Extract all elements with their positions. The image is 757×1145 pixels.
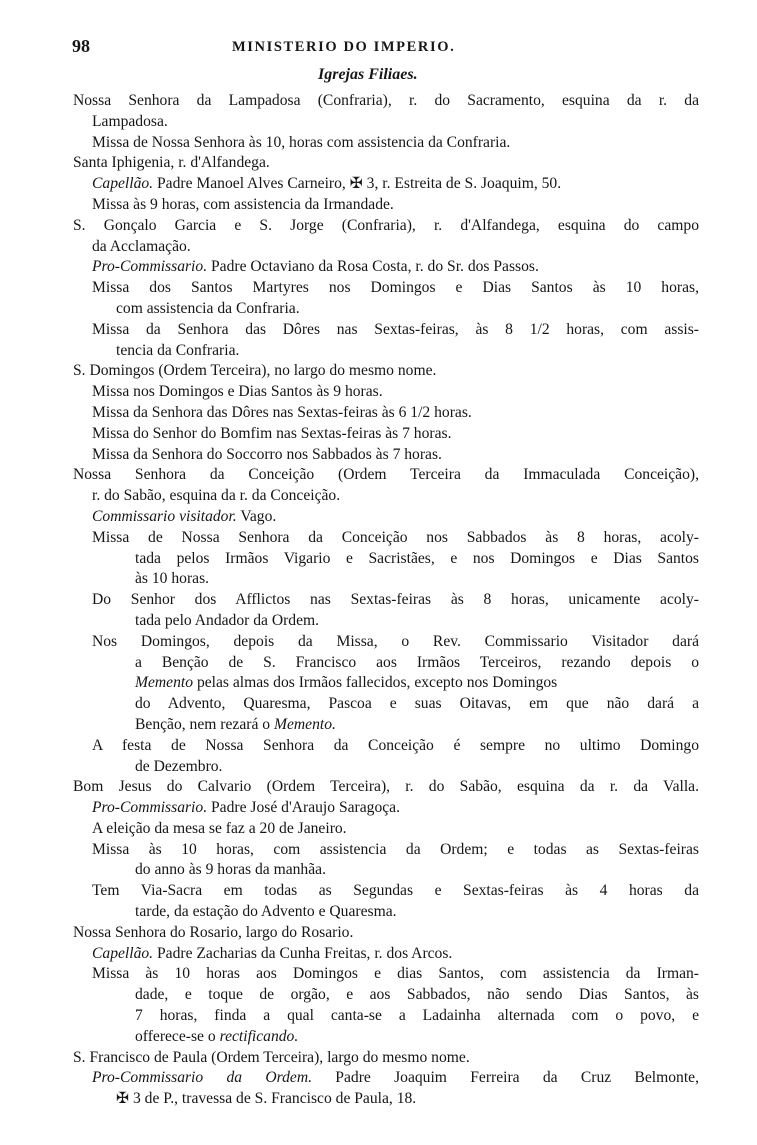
text-line bbox=[0, 798, 757, 819]
text-line: Missa dos Santos Martyres nos Domingos e Dias Santos às 10 horas, bbox=[92, 279, 699, 297]
text-line bbox=[0, 1068, 699, 1089]
text-line: Missa de Nossa Senhora da Conceição nos Sabbados às 8 horas, acoly- bbox=[92, 528, 699, 546]
text-line: Lampadosa. bbox=[92, 112, 168, 130]
text-line: Missa da Senhora das Dôres nas Sextas-feiras às 6 1/2 horas. bbox=[92, 403, 472, 421]
text-line: Missa da Senhora do Soccorro nos Sabbados às 7 horas. bbox=[92, 445, 442, 463]
office-label: Commissario visitador. bbox=[92, 507, 237, 525]
text-line: a Benção de S. Francisco aos Irmãos Terceiros, rezando depois o bbox=[135, 653, 699, 671]
text-line: ✠ 3 de P., travessa de S. Francisco de Paula, 18. bbox=[116, 1090, 417, 1108]
office-label: Pro-Commissario. bbox=[92, 799, 208, 817]
page-body bbox=[0, 91, 757, 1110]
text-line: Nos Domingos, depois da Missa, o Rev. Commissario Visitador dará bbox=[92, 632, 699, 650]
office-label: Pro-Commissario da Ordem. bbox=[92, 1069, 312, 1087]
text-line bbox=[0, 1027, 757, 1048]
text-line: Missa da Senhora das Dôres nas Sextas-feiras, às 8 1/2 horas, com assis- bbox=[92, 320, 699, 338]
text-line bbox=[0, 257, 757, 278]
text-line: Missa de Nossa Senhora às 10, horas com assistencia da Confraria. bbox=[92, 133, 511, 151]
text-line: Do Senhor dos Afflictos nas Sextas-feiras às 8 horas, unicamente acoly- bbox=[92, 591, 699, 609]
text-line bbox=[0, 673, 757, 694]
office-label: Capellão. bbox=[92, 175, 154, 193]
text-line: A festa de Nossa Senhora da Conceição é sempre no ultimo Domingo bbox=[92, 736, 699, 754]
church-entry-line: Nossa Senhora do Rosario, largo do Rosario. bbox=[73, 923, 354, 941]
text-line: r. do Sabão, esquina da r. da Conceição. bbox=[92, 487, 341, 505]
text-line: tada pelos Irmãos Vigario e Sacristães, e nos Domingos e Dias Santos bbox=[135, 549, 699, 567]
text-line: da Acclamação. bbox=[92, 237, 191, 255]
text-line bbox=[0, 715, 757, 736]
office-holder: Padre Octaviano da Rosa Costa, r. do Sr. dos Passos. bbox=[211, 258, 539, 276]
text-line bbox=[0, 507, 757, 528]
text-line: do anno às 9 horas da manhãa. bbox=[135, 861, 326, 879]
text-line: Missa às 9 horas, com assistencia da Irmandade. bbox=[92, 195, 394, 213]
text-line: de Dezembro. bbox=[135, 757, 223, 775]
text-line bbox=[0, 944, 757, 965]
text-line: tencia da Confraria. bbox=[116, 341, 240, 359]
text-line: às 10 horas. bbox=[135, 570, 210, 588]
text-line: Missa às 10 horas aos Domingos e dias Santos, com assistencia da Irman- bbox=[92, 965, 699, 983]
church-entry-line: Bom Jesus do Calvario (Ordem Terceira), r. do Sabão, esquina da r. da Valla. bbox=[73, 778, 699, 796]
text-line: tada pelo Andador da Ordem. bbox=[135, 611, 320, 629]
church-entry-line: S. Gonçalo Garcia e S. Jorge (Confraria), r. d'Alfandega, esquina do campo bbox=[73, 216, 699, 234]
text-span: pelas almas dos Irmãos fallecidos, excepto nos Domingos bbox=[196, 674, 558, 692]
office-label: Capellão. bbox=[92, 944, 154, 962]
text-line: Missa às 10 horas, com assistencia da Ordem; e todas as Sextas-feiras bbox=[92, 840, 699, 858]
church-entry-line: Nossa Senhora da Lampadosa (Confraria), r. do Sacramento, esquina da r. da bbox=[73, 92, 699, 109]
text-line: Missa do Senhor do Bomfim nas Sextas-feiras às 7 horas. bbox=[92, 424, 452, 442]
text-line: Tem Via-Sacra em todas as Segundas e Sextas-feiras às 4 horas da bbox=[92, 882, 699, 900]
text-line: Missa nos Domingos e Dias Santos às 9 horas. bbox=[92, 383, 383, 401]
text-span: Benção, nem rezará o bbox=[135, 715, 271, 733]
office-holder: Padre Zacharias da Cunha Freitas, r. dos Arcos. bbox=[156, 944, 453, 962]
office-holder: Padre Manoel Alves Carneiro, ✠ 3, r. Estreita de S. Joaquim, 50. bbox=[156, 175, 562, 193]
text-line: A eleição da mesa se faz a 20 de Janeiro. bbox=[92, 819, 347, 837]
page-number: 98 bbox=[72, 36, 90, 56]
section-title: Igrejas Filiaes. bbox=[318, 66, 418, 83]
running-title: MINISTERIO DO IMPERIO. bbox=[232, 39, 456, 55]
church-entry-line: S. Francisco de Paula (Ordem Terceira), largo do mesmo nome. bbox=[73, 1048, 470, 1066]
text-line: com assistencia da Confraria. bbox=[116, 299, 300, 317]
office-holder: Padre José d'Araujo Saragoça. bbox=[211, 799, 401, 817]
text-line: 7 horas, finda a qual canta-se a Ladainha alternada com o povo, e bbox=[135, 1007, 699, 1025]
italic-term: Memento. bbox=[273, 715, 336, 733]
italic-term: rectificando. bbox=[219, 1027, 299, 1045]
page-header bbox=[72, 36, 702, 58]
church-entry-line: S. Domingos (Ordem Terceira), no largo do mesmo nome. bbox=[73, 362, 437, 380]
text-span: offerece-se o bbox=[135, 1027, 216, 1045]
text-line bbox=[0, 174, 757, 195]
text-line: do Advento, Quaresma, Pascoa e suas Oitavas, em que não dará a bbox=[135, 695, 699, 713]
church-entry-line: Santa Iphigenia, r. d'Alfandega. bbox=[73, 154, 270, 172]
text-line: tarde, da estação do Advento e Quaresma. bbox=[135, 903, 397, 921]
text-line: dade, e toque de orgão, e aos Sabbados, não sendo Dias Santos, às bbox=[135, 986, 699, 1004]
church-entry-line: Nossa Senhora da Conceição (Ordem Terceira da Immaculada Conceição), bbox=[73, 466, 699, 484]
italic-term: Memento bbox=[135, 674, 194, 692]
office-label: Pro-Commissario. bbox=[92, 258, 208, 276]
office-holder: Vago. bbox=[240, 507, 277, 525]
office-holder: Padre Joaquim Ferreira da Cruz Belmonte, bbox=[335, 1069, 699, 1087]
